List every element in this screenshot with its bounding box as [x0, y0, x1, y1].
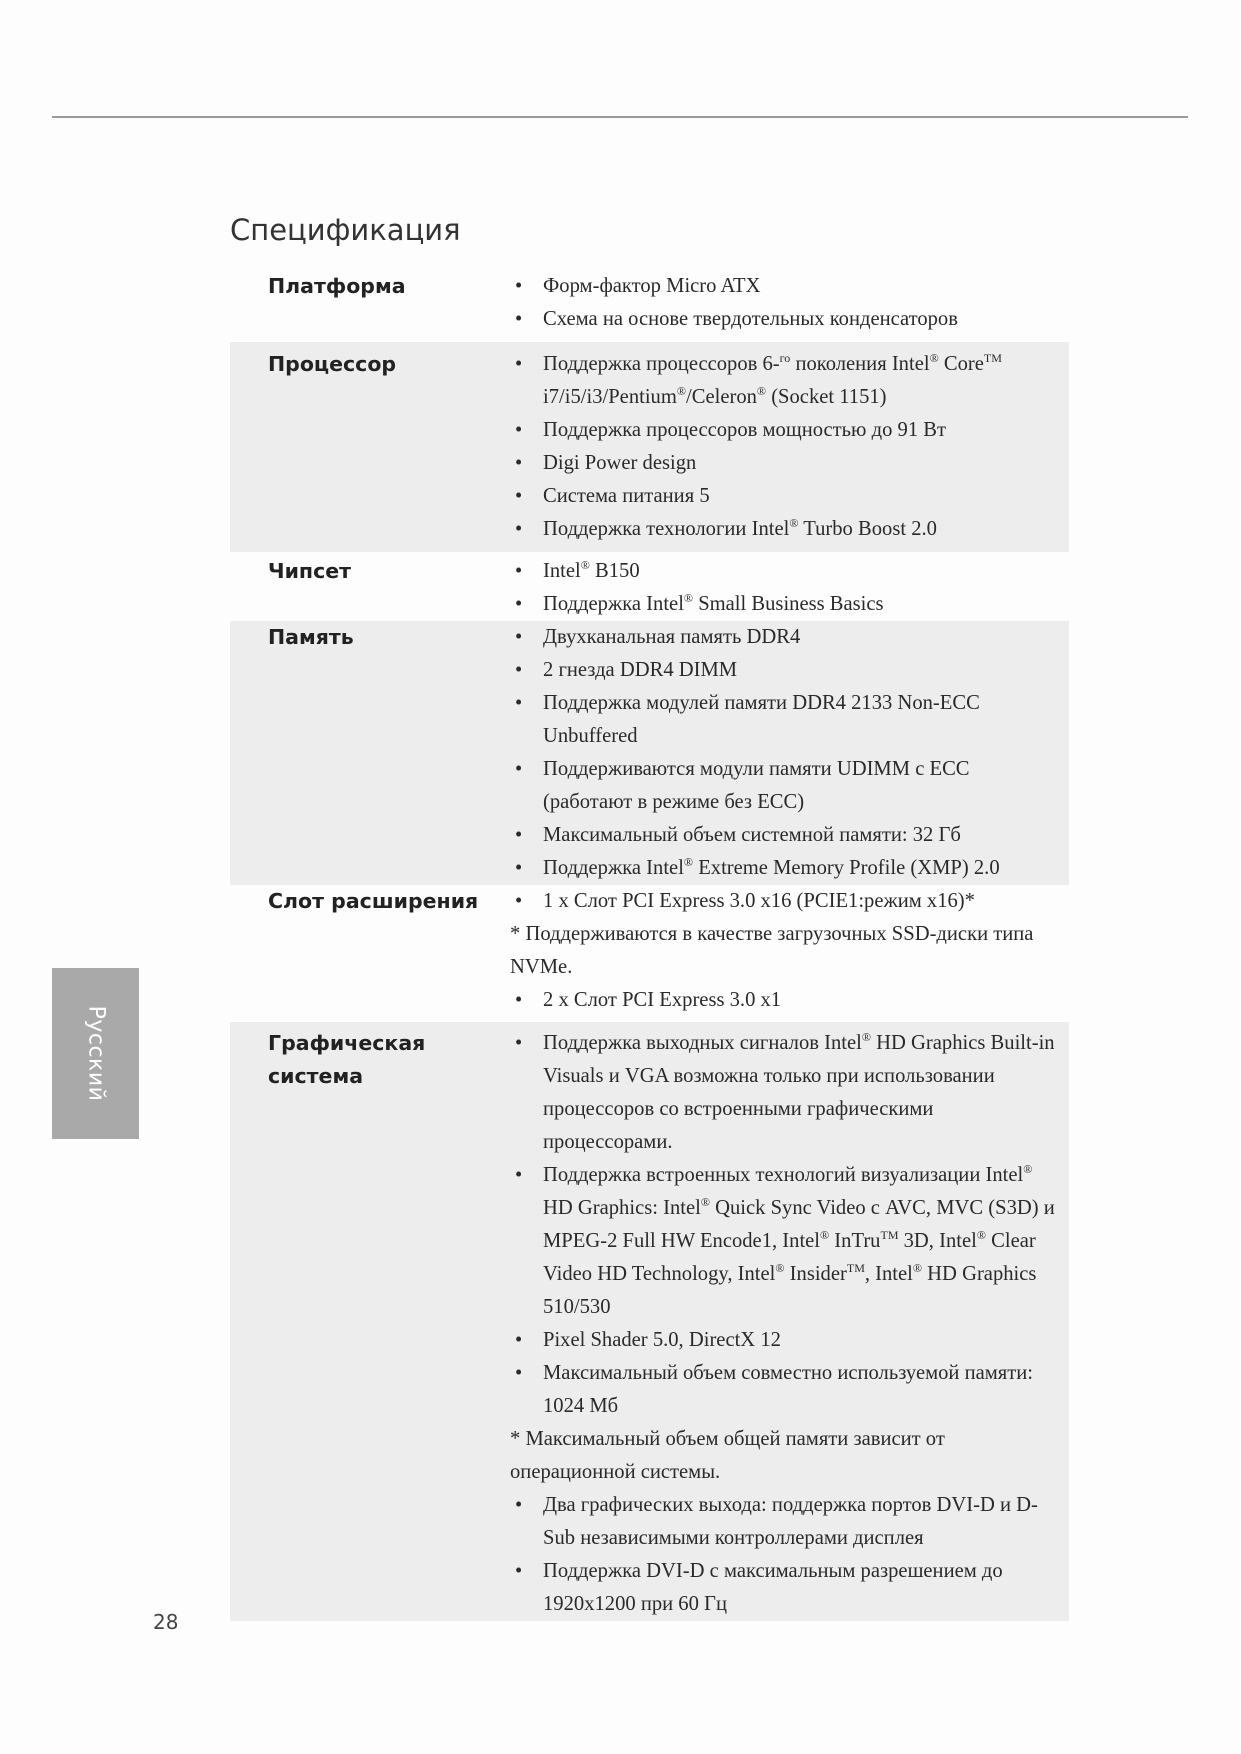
spec-content — [510, 1027, 1069, 1621]
spec-bullet: • Поддержка технологии Intel® Turbo Boost 2.0 — [510, 513, 1059, 546]
page-number: 28 — [153, 1610, 179, 1634]
spec-bullet: • Поддержка Intel® Small Business Basics — [510, 588, 1059, 621]
spec-row — [230, 621, 1069, 885]
spec-bullet: • Digi Power design — [510, 447, 1059, 480]
spec-content — [510, 270, 1069, 336]
spec-bullet: • Поддержка DVI-D с максимальным разрешением до 1920x1200 при 60 Гц — [510, 1555, 1059, 1621]
spec-bullet: • Поддержка модулей памяти DDR4 2133 Non-ECC Unbuffered — [510, 687, 1059, 753]
spec-bullet: • Двухканальная память DDR4 — [510, 621, 1059, 654]
spec-bullet: • Два графических выхода: поддержка портов DVI-D и D-Sub независимыми контроллерами дисплея — [510, 1489, 1059, 1555]
spec-content — [510, 555, 1069, 621]
spec-label: Слот расширения — [268, 889, 479, 913]
language-label: Русский — [83, 1005, 108, 1102]
spec-row — [230, 552, 1069, 621]
spec-label: Платформа — [268, 274, 406, 298]
spec-label: Графическая система — [268, 1031, 426, 1088]
language-side-tab — [52, 968, 139, 1139]
spec-bullet: • Максимальный объем совместно используемой памяти: 1024 Мб — [510, 1357, 1059, 1423]
spec-bullet: • Intel® B150 — [510, 555, 1059, 588]
spec-note: * Максимальный объем общей памяти зависит от операционной системы. — [510, 1428, 945, 1483]
spec-note: * Поддерживаются в качестве загрузочных SSD-диски типа NVMe. — [510, 923, 1034, 978]
spec-bullet: • Система питания 5 — [510, 480, 1059, 513]
spec-bullet: • Поддерживаются модули памяти UDIMM с ECC (работают в режиме без ECC) — [510, 753, 1059, 819]
header-rule — [52, 116, 1188, 118]
spec-content — [510, 348, 1069, 546]
spec-label: Чипсет — [268, 559, 352, 583]
spec-bullet: • Pixel Shader 5.0, DirectX 12 — [510, 1324, 1059, 1357]
spec-content — [510, 885, 1069, 1017]
spec-bullet: • 2 x Слот PCI Express 3.0 x1 — [510, 984, 1059, 1017]
spec-row — [230, 1022, 1069, 1621]
spec-bullet: • Максимальный объем системной памяти: 32 Гб — [510, 819, 1059, 852]
spec-label: Память — [268, 625, 354, 649]
spec-row — [230, 342, 1069, 552]
spec-bullet: • Поддержка встроенных технологий визуализации Intel® HD Graphics: Intel® Quick Sync Video с AVC, MVC (S3D) и MPEG-2 Full HW Encode1, Intel® InTru™ 3D, Intel® Clear Video HD Technology, Intel® Insider™, Intel® HD Graphics 510/530 — [510, 1159, 1059, 1324]
spec-row — [230, 270, 1069, 342]
spec-content — [510, 621, 1069, 885]
spec-bullet: • Схема на основе твердотельных конденсаторов — [510, 303, 1059, 336]
spec-bullet: • Поддержка процессоров 6-$^{го}$ поколения Intel® Core™ i7/i5/i3/Pentium®/Celeron® (Socket 1151) — [510, 348, 1059, 414]
spec-bullet: • 1 x Слот PCI Express 3.0 x16 (PCIE1:режим x16)* — [510, 885, 1059, 918]
spec-bullet: • Поддержка выходных сигналов Intel® HD Graphics Built-in Visuals и VGA возможна только при использовании процессоров со встроенными графическими процессорами. — [510, 1027, 1059, 1159]
page-title: Спецификация — [230, 213, 461, 247]
spec-table — [230, 270, 1069, 1621]
spec-label: Процессор — [268, 352, 397, 376]
spec-bullet: • Форм-фактор Micro ATX — [510, 270, 1059, 303]
spec-row — [230, 885, 1069, 1022]
spec-bullet: • Поддержка процессоров мощностью до 91 Вт — [510, 414, 1059, 447]
spec-bullet: • Поддержка Intel® Extreme Memory Profile (XMP) 2.0 — [510, 852, 1059, 885]
spec-bullet: • 2 гнезда DDR4 DIMM — [510, 654, 1059, 687]
